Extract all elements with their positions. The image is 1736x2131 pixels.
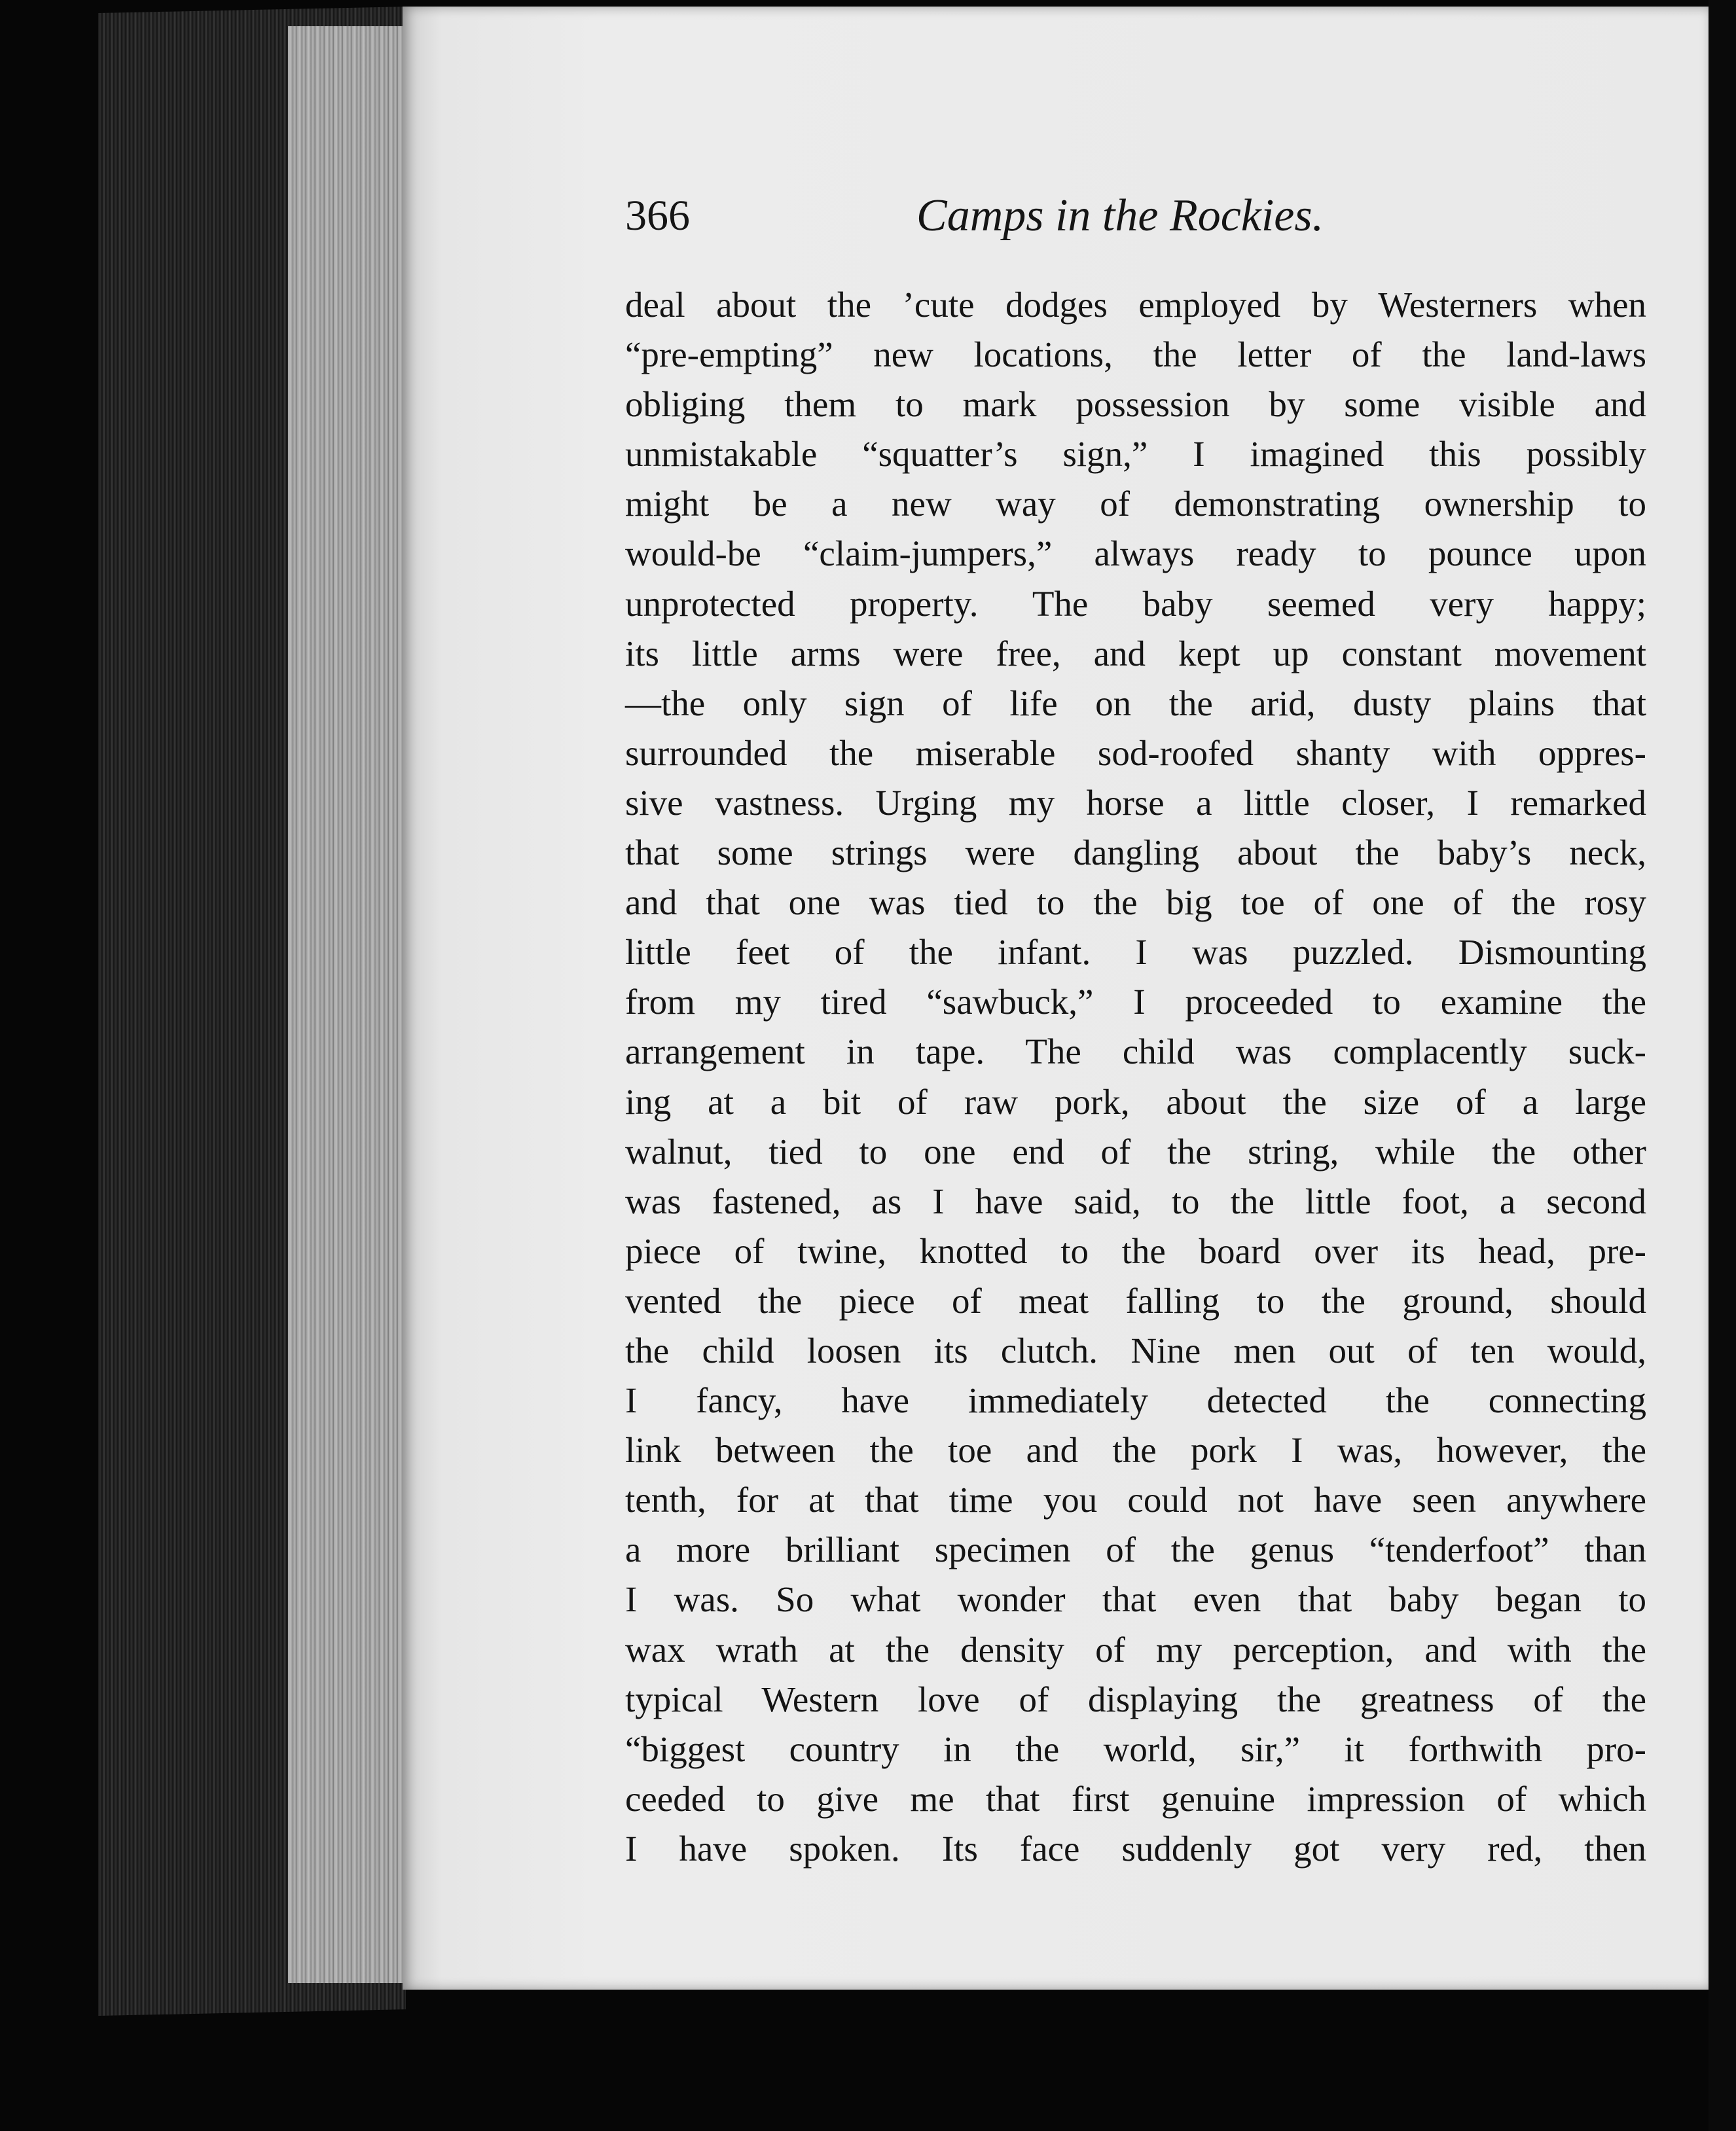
text-line: little feet of the infant. I was puzzled. Dismounting [625, 932, 1646, 973]
text-line: that some strings were dangling about the baby’s neck, [625, 833, 1646, 873]
text-line: arrangement in tape. The child was complacently suck- [625, 1031, 1646, 1072]
text-line: obliging them to mark possession by some visible and [625, 384, 1646, 425]
text-line: from my tired “sawbuck,” I proceeded to examine the [625, 982, 1646, 1022]
text-line: deal about the ’cute dodges employed by Westerners when [625, 285, 1646, 325]
running-title: Camps in the Rockies. [916, 190, 1324, 241]
page-header [625, 190, 1646, 255]
text-line: link between the toe and the pork I was, however, the [625, 1430, 1646, 1471]
book-page-edges-highlight [288, 26, 406, 1983]
text-line: and that one was tied to the big toe of one of the rosy [625, 882, 1646, 923]
text-line: —the only sign of life on the arid, dusty plains that [625, 683, 1646, 723]
text-line: a more brilliant specimen of the genus “tenderfoot” than [625, 1530, 1646, 1570]
text-line: might be a new way of demonstrating ownership to [625, 484, 1646, 524]
page-number: 366 [625, 192, 690, 240]
text-line: wax wrath at the density of my perception, and with the [625, 1629, 1646, 1670]
text-line: I was. So what wonder that even that baby began to [625, 1579, 1646, 1620]
text-line: I have spoken. Its face suddenly got very red, then [625, 1828, 1646, 1869]
text-line: unmistakable “squatter’s sign,” I imagined this possibly [625, 434, 1646, 475]
text-line: the child loosen its clutch. Nine men out of ten would, [625, 1330, 1646, 1370]
text-line: walnut, tied to one end of the string, while the other [625, 1131, 1646, 1172]
text-line: vented the piece of meat falling to the ground, should [625, 1280, 1646, 1321]
text-line: piece of twine, knotted to the board over its head, pre- [625, 1230, 1646, 1271]
text-line: unprotected property. The baby seemed very happy; [625, 583, 1646, 624]
text-line: ing at a bit of raw pork, about the size of a large [625, 1081, 1646, 1122]
text-line: ceeded to give me that first genuine impression of which [625, 1778, 1646, 1819]
text-line: its little arms were free, and kept up constant movement [625, 633, 1646, 673]
text-line: typical Western love of displaying the greatness of the [625, 1679, 1646, 1719]
text-line: would-be “claim-jumpers,” always ready to pounce upon [625, 533, 1646, 574]
dark-right-border [1709, 0, 1736, 2131]
text-line: sive vastness. Urging my horse a little closer, I remarked [625, 782, 1646, 823]
text-line: “pre-empting” new locations, the letter of the land-laws [625, 334, 1646, 375]
text-line: was fastened, as I have said, to the little foot, a second [625, 1181, 1646, 1221]
body-text [625, 280, 1646, 1874]
text-line: “biggest country in the world, sir,” it forthwith pro- [625, 1728, 1646, 1769]
text-line: tenth, for at that time you could not have seen anywhere [625, 1480, 1646, 1520]
text-line: surrounded the miserable sod-roofed shanty with oppres- [625, 732, 1646, 773]
text-line: I fancy, have immediately detected the connecting [625, 1380, 1646, 1421]
